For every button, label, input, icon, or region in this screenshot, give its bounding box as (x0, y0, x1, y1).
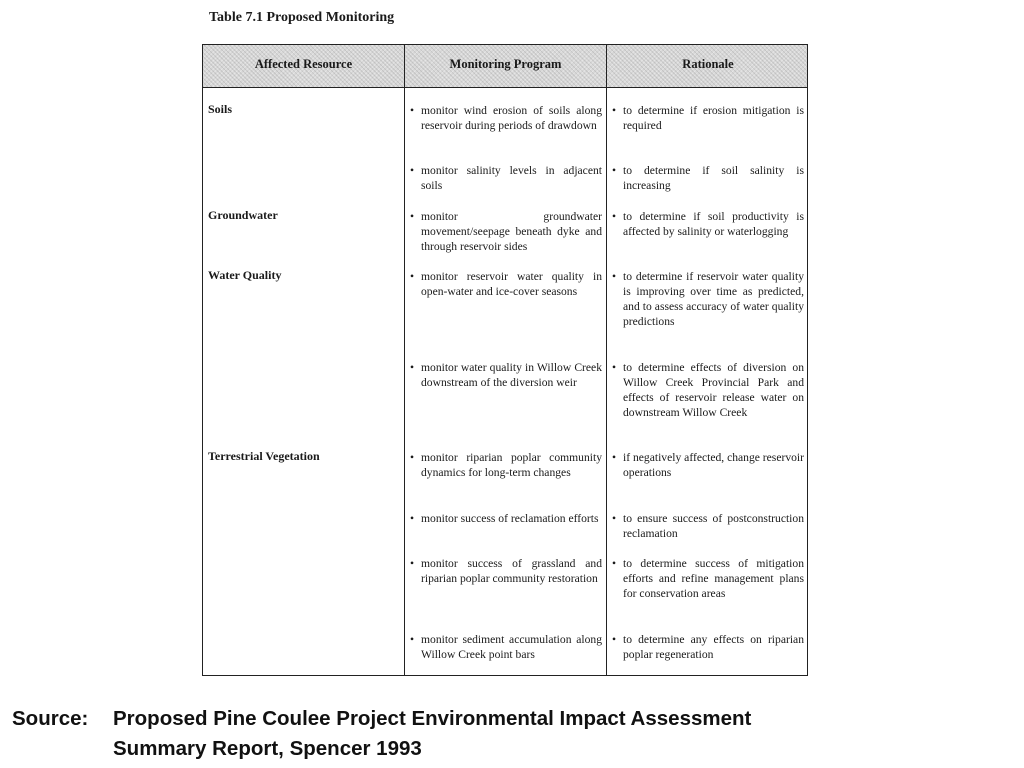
resource-terrestrial-vegetation: Terrestrial Vegetation (208, 449, 320, 463)
source-citation (12, 704, 751, 764)
header-rationale: Rationale (682, 57, 734, 71)
bullet-glyph: • (410, 512, 415, 525)
header-monitoring-program: Monitoring Program (449, 57, 562, 71)
bullet-glyph: • (410, 361, 415, 374)
rationale-text: to determine if reservoir water quality is improving over time as predicted, and to assess accuracy of water quality predictions (623, 270, 804, 328)
resource-soils: Soils (208, 102, 233, 116)
program-cell (410, 511, 602, 526)
resource-groundwater: Groundwater (208, 208, 278, 222)
bullet-glyph: • (612, 633, 617, 646)
column-divider (606, 45, 607, 675)
program-text: monitor success of reclamation efforts (421, 512, 599, 525)
bullet-glyph: • (612, 104, 617, 117)
bullet-glyph: • (612, 270, 617, 283)
program-cell (410, 450, 602, 480)
program-cell (410, 360, 602, 390)
bullet-glyph: • (410, 633, 415, 646)
rationale-text: to determine any effects on riparian poplar regeneration (623, 633, 804, 661)
rationale-cell (612, 209, 804, 239)
program-cell (410, 632, 602, 662)
bullet-glyph: • (612, 557, 617, 570)
rationale-cell (612, 511, 804, 541)
program-text: monitor wind erosion of soils along reservoir during periods of drawdown (421, 104, 602, 132)
header-affected-resource: Affected Resource (254, 57, 353, 71)
bullet-glyph: • (410, 104, 415, 117)
bullet-glyph: • (612, 210, 617, 223)
bullet-glyph: • (612, 164, 617, 177)
rationale-cell (612, 360, 804, 420)
rationale-cell (612, 632, 804, 662)
rationale-text: to determine success of mitigation efforts and refine management plans for conservation areas (623, 557, 804, 600)
program-text: monitor riparian poplar community dynamics for long-term changes (421, 451, 602, 479)
table-caption: Table 7.1 Proposed Monitoring (209, 10, 395, 25)
rationale-text: to determine if erosion mitigation is required (623, 104, 804, 132)
bullet-glyph: • (612, 512, 617, 525)
program-text: monitor water quality in Willow Creek downstream of the diversion weir (421, 361, 602, 389)
bullet-glyph: • (612, 361, 617, 374)
program-text: monitor success of grassland and riparian poplar community restoration (421, 557, 602, 585)
rationale-text: to determine if soil salinity is increasing (623, 164, 804, 192)
bullet-glyph: • (410, 270, 415, 283)
bullet-glyph: • (410, 451, 415, 464)
program-cell (410, 556, 602, 586)
bullet-glyph: • (410, 164, 415, 177)
rationale-cell (612, 163, 804, 193)
source-line-1 (12, 704, 751, 734)
program-text: monitor groundwater movement/seepage beneath dyke and through reservoir sides (421, 210, 602, 253)
program-text: monitor salinity levels in adjacent soils (421, 164, 602, 192)
rationale-text: if negatively affected, change reservoir operations (623, 451, 805, 479)
program-cell (410, 103, 602, 133)
program-text: monitor reservoir water quality in open-water and ice-cover seasons (421, 270, 602, 298)
rationale-cell (612, 450, 804, 480)
bullet-glyph: • (612, 451, 617, 464)
program-cell (410, 209, 602, 254)
rationale-cell (612, 103, 804, 133)
source-line-2: Summary Report, Spencer 1993 (113, 737, 422, 760)
source-label: Source: (12, 707, 89, 730)
resource-water-quality: Water Quality (208, 268, 282, 282)
rationale-text: to determine effects of diversion on Willow Creek Provincial Park and effects of reservoir release water on downstream Willow Creek (623, 361, 804, 419)
program-cell (410, 269, 602, 299)
rationale-cell (612, 269, 804, 329)
rationale-cell (612, 556, 804, 601)
column-divider (404, 45, 405, 675)
program-cell (410, 163, 602, 193)
program-text: monitor sediment accumulation along Willow Creek point bars (421, 633, 602, 661)
rationale-text: to determine if soil productivity is affected by salinity or waterlogging (623, 210, 804, 238)
bullet-glyph: • (410, 557, 415, 570)
bullet-glyph: • (410, 210, 415, 223)
table-header (203, 45, 807, 88)
source-title: Proposed Pine Coulee Project Environmental Impact Assessment (113, 707, 752, 730)
rationale-text: to ensure success of postconstruction reclamation (623, 512, 804, 540)
